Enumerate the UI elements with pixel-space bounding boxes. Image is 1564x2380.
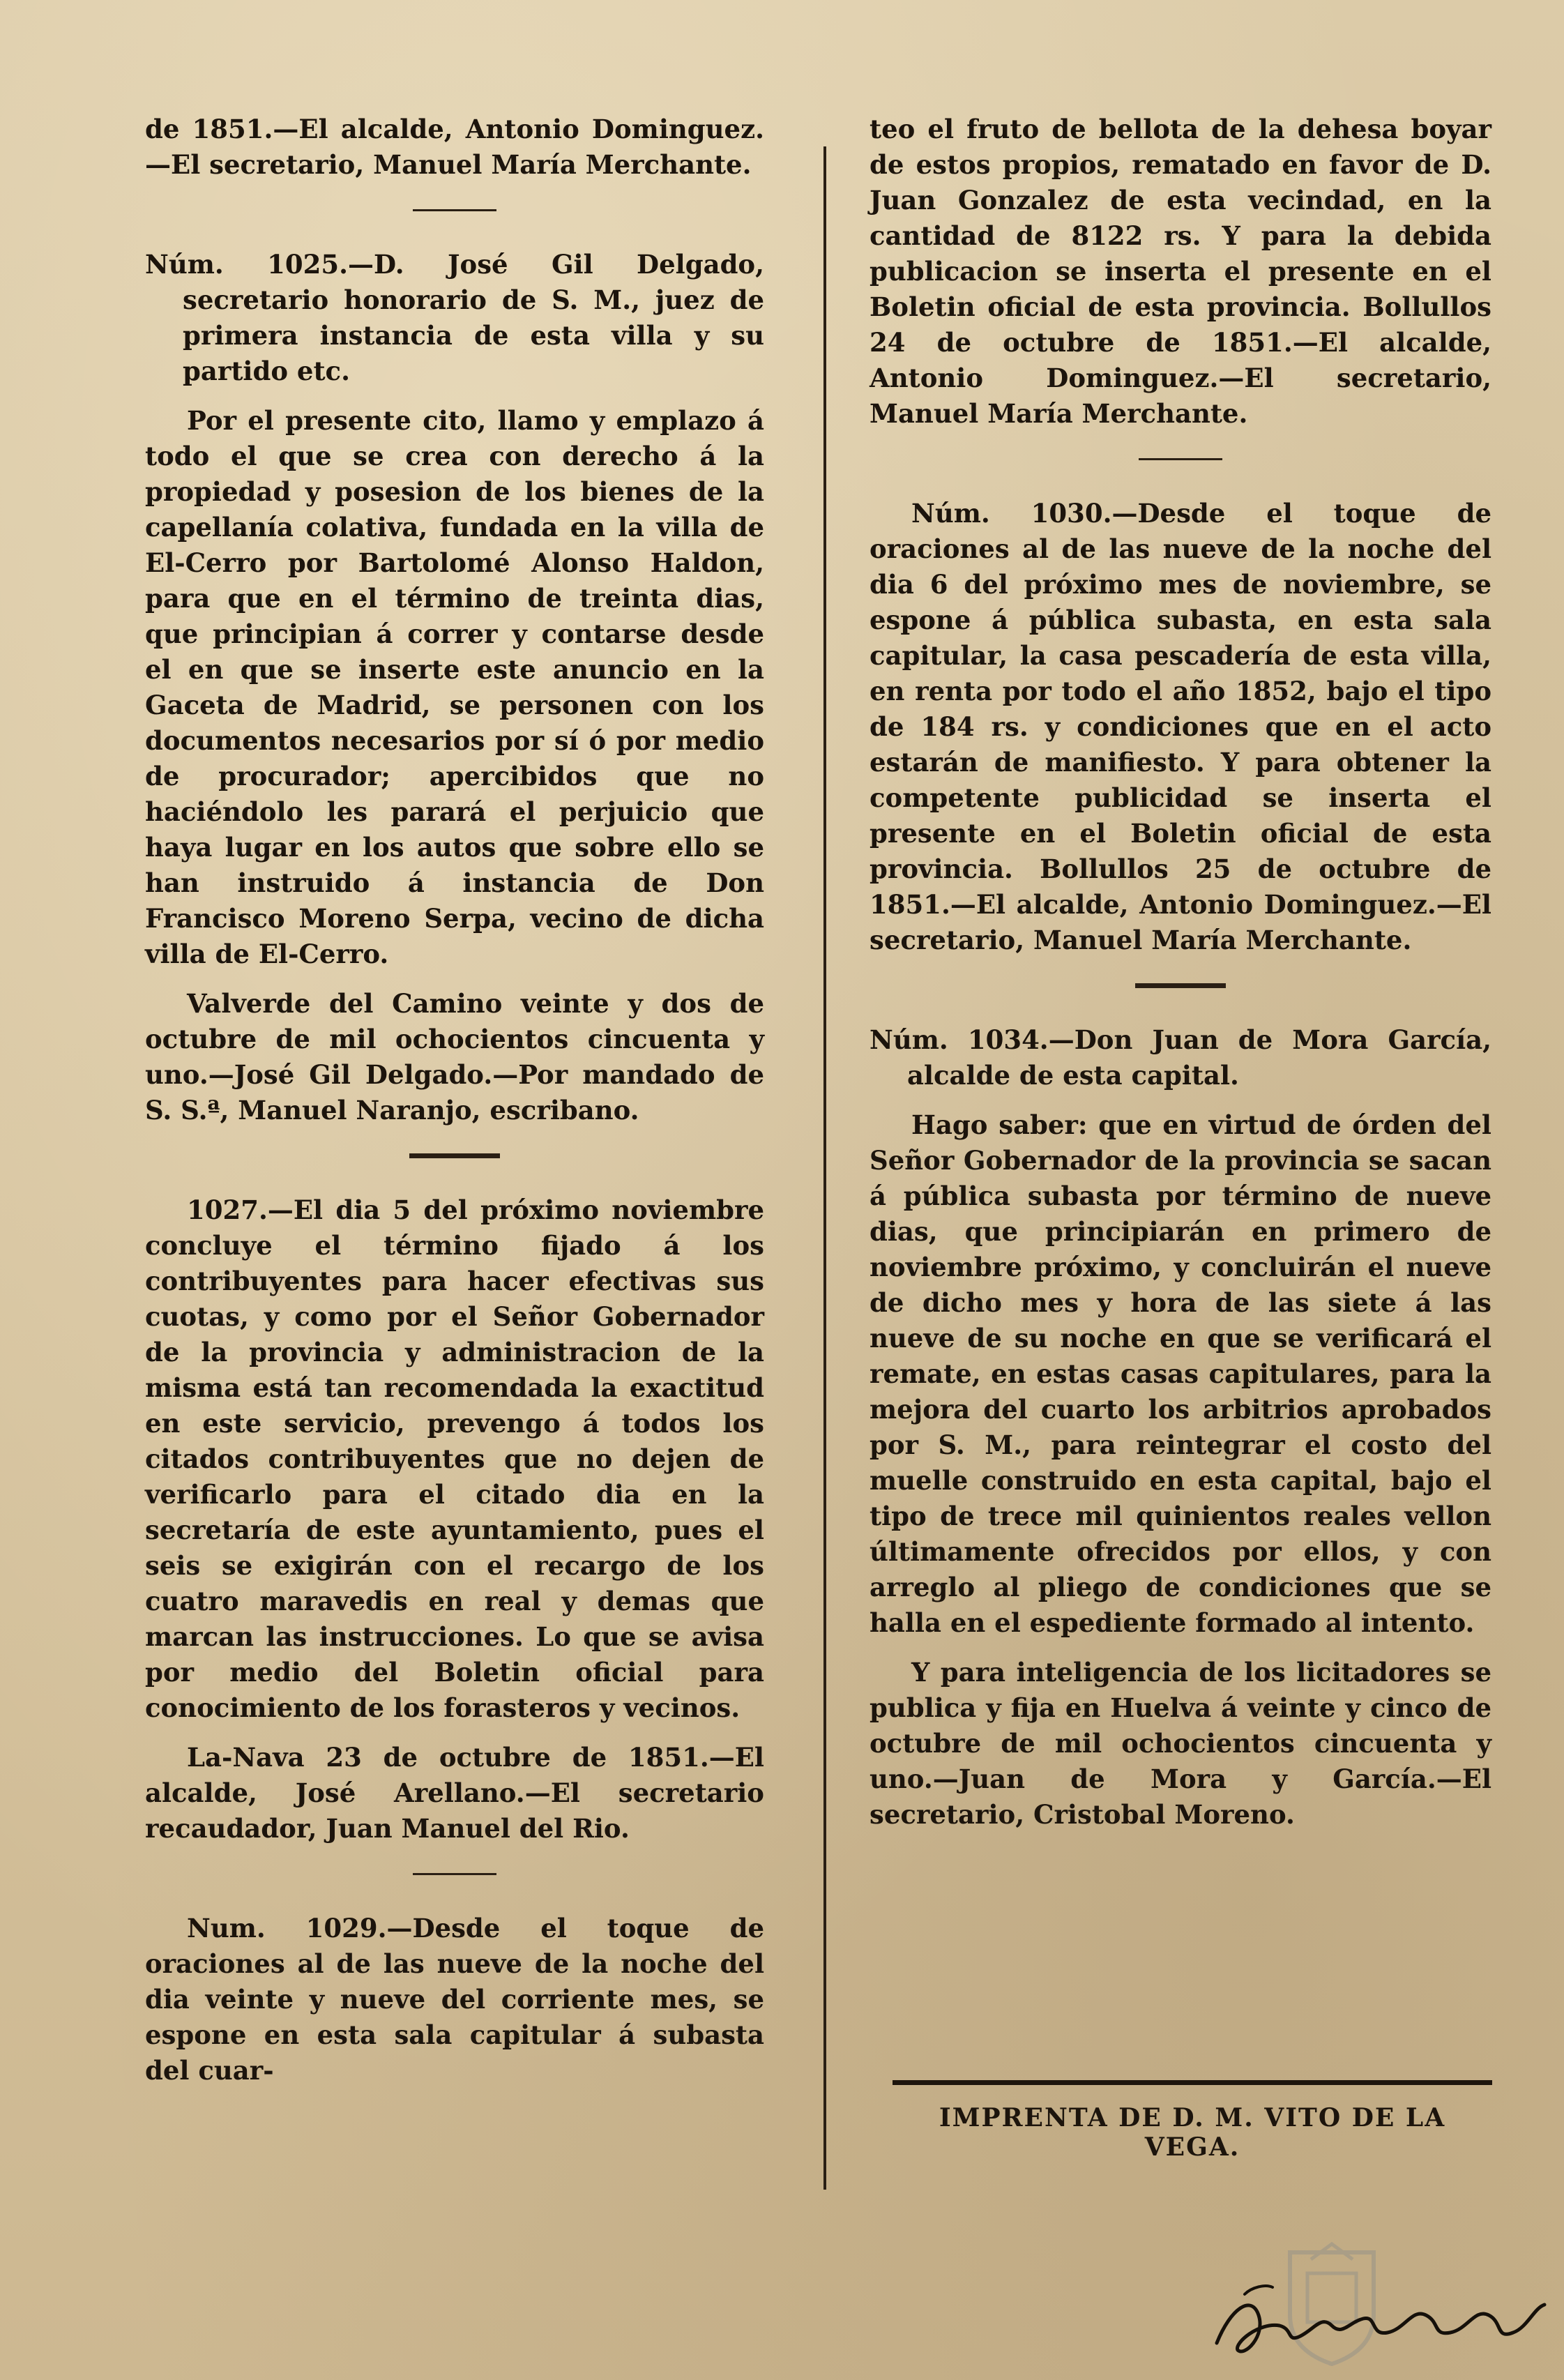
separator <box>870 972 1491 1000</box>
notice-1034-heading: Núm. 1034.—Don Juan de Mora García, alcalde de esta capital. <box>870 1024 1491 1091</box>
notice-1025-heading: Núm. 1025.—D. José Gil Delgado, secretario honorario de S. M., juez de primera instancia de esta villa y su partido etc. <box>145 249 764 386</box>
right-column <box>870 112 1491 1847</box>
notice-1025-body: Por el presente cito, llamo y emplazo á todo el que se crea con derecho á la propiedad y posesion de los bienes de la capellanía colativa, fundada en la villa de El-Cerro por Bartolomé Alonso Haldon, para que en el término de treinta dias, que principian á correr y contarse desde el en que se inserte este anuncio en la Gaceta de Madrid, se personen con los documentos necesarios por sí ó por medio de procurador; apercibidos que no haciéndolo les parará el perjuicio que haya lugar en los autos que sobre ello se han instruido á instancia de Don Francisco Moreno Serpa, vecino de dicha villa de El-Cerro. <box>145 405 764 969</box>
imprint-rule <box>893 2080 1492 2085</box>
imprint-text: IMPRENTA DE D. M. VITO DE LA VEGA. <box>939 2103 1446 2162</box>
notice-1034-signature: Y para inteligencia de los licitadores se publica y fija en Huelva á veinte y cinco de octubre de mil ochocientos cincuenta y uno.—Juan de Mora y García.—El secretario, Cristobal Moreno. <box>870 1657 1491 1830</box>
notice-1025-signature: Valverde del Camino veinte y dos de octubre de mil ochocientos cincuenta y uno.—José Gil Delgado.—Por mandado de S. S.ª, Manuel Naranjo, escribano. <box>145 988 764 1125</box>
separator <box>145 1142 764 1170</box>
notice-1029-continuation: teo el fruto de bellota de la dehesa boyar de estos propios, rematado en favor de D. Juan Gonzalez de esta vecindad, en la cantidad de 8122 rs. Y para la debida publicacion se inserta el presente en el Boletin oficial de esta provincia. Bollullos 24 de octubre de 1851.—El alcalde, Antonio Dominguez.—El secretario, Manuel María Merchante. <box>870 114 1491 429</box>
handwritten-signature <box>1203 2266 1551 2371</box>
separator <box>145 1860 764 1888</box>
separator <box>870 446 1491 473</box>
notice-1034-body: Hago saber: que en virtud de órden del Señor Gobernador de la provincia se sacan á pública subasta por término de nueve dias, que principiarán en primero de noviembre próximo, y concluirán el nueve de dicho mes y hora de las siete á las nueve de su noche en que se verificará el remate, en estas casas capitulares, para la mejora del cuarto los arbitrios aprobados por S. M., para reintegrar el costo del muelle construido en esta capital, bajo el tipo de trece mil quinientos reales vellon últimamente ofrecidos por ellos, y con arreglo al pliego de condiciones que se halla en el espediente formado al intento. <box>870 1109 1491 1638</box>
notice-1030-body: Núm. 1030.—Desde el toque de oraciones al de las nueve de la noche del dia 6 del próximo mes de noviembre, se espone á pública subasta, en esta sala capitular, la casa pescadería de esta villa, en renta por todo el año 1852, bajo el tipo de 184 rs. y condiciones que en el acto estarán de manifiesto. Y para obtener la competente publicidad se inserta el presente en el Boletin oficial de esta provincia. Bollullos 25 de octubre de 1851.—El alcalde, Antonio Dominguez.—El secretario, Manuel María Merchante. <box>870 498 1491 955</box>
left-column <box>145 112 764 2102</box>
separator <box>145 197 764 225</box>
notice-1027-body: 1027.—El dia 5 del próximo noviembre concluye el término fijado á los contribuyentes para hacer efectivas sus cuotas, y como por el Señor Gobernador de la provincia y administracion de la misma está tan recomendada la exactitud en este servicio, prevengo á todos los citados contribuyentes que no dejen de verificarlo para el citado dia en la secretaría de este ayuntamiento, pues el seis se exigirán con el recargo de los cuatro maravedis en real y demas que marcan las instrucciones. Lo que se avisa por medio del Boletin oficial para conocimiento de los forasteros y vecinos. <box>145 1195 764 1723</box>
notice-1027-signature: La-Nava 23 de octubre de 1851.—El alcalde, José Arellano.—El secretario recaudador, Juan Manuel del Rio. <box>145 1742 764 1844</box>
closing-signature-1851: de 1851.—El alcalde, Antonio Dominguez.—El secretario, Manuel María Merchante. <box>145 114 764 180</box>
column-divider <box>823 146 826 2190</box>
notice-1029-body: Num. 1029.—Desde el toque de oraciones al de las nueve de la noche del dia veinte y nueve del corriente mes, se espone en esta sala capitular á subasta del cuar- <box>145 1913 764 2086</box>
imprint <box>893 2080 1492 2162</box>
